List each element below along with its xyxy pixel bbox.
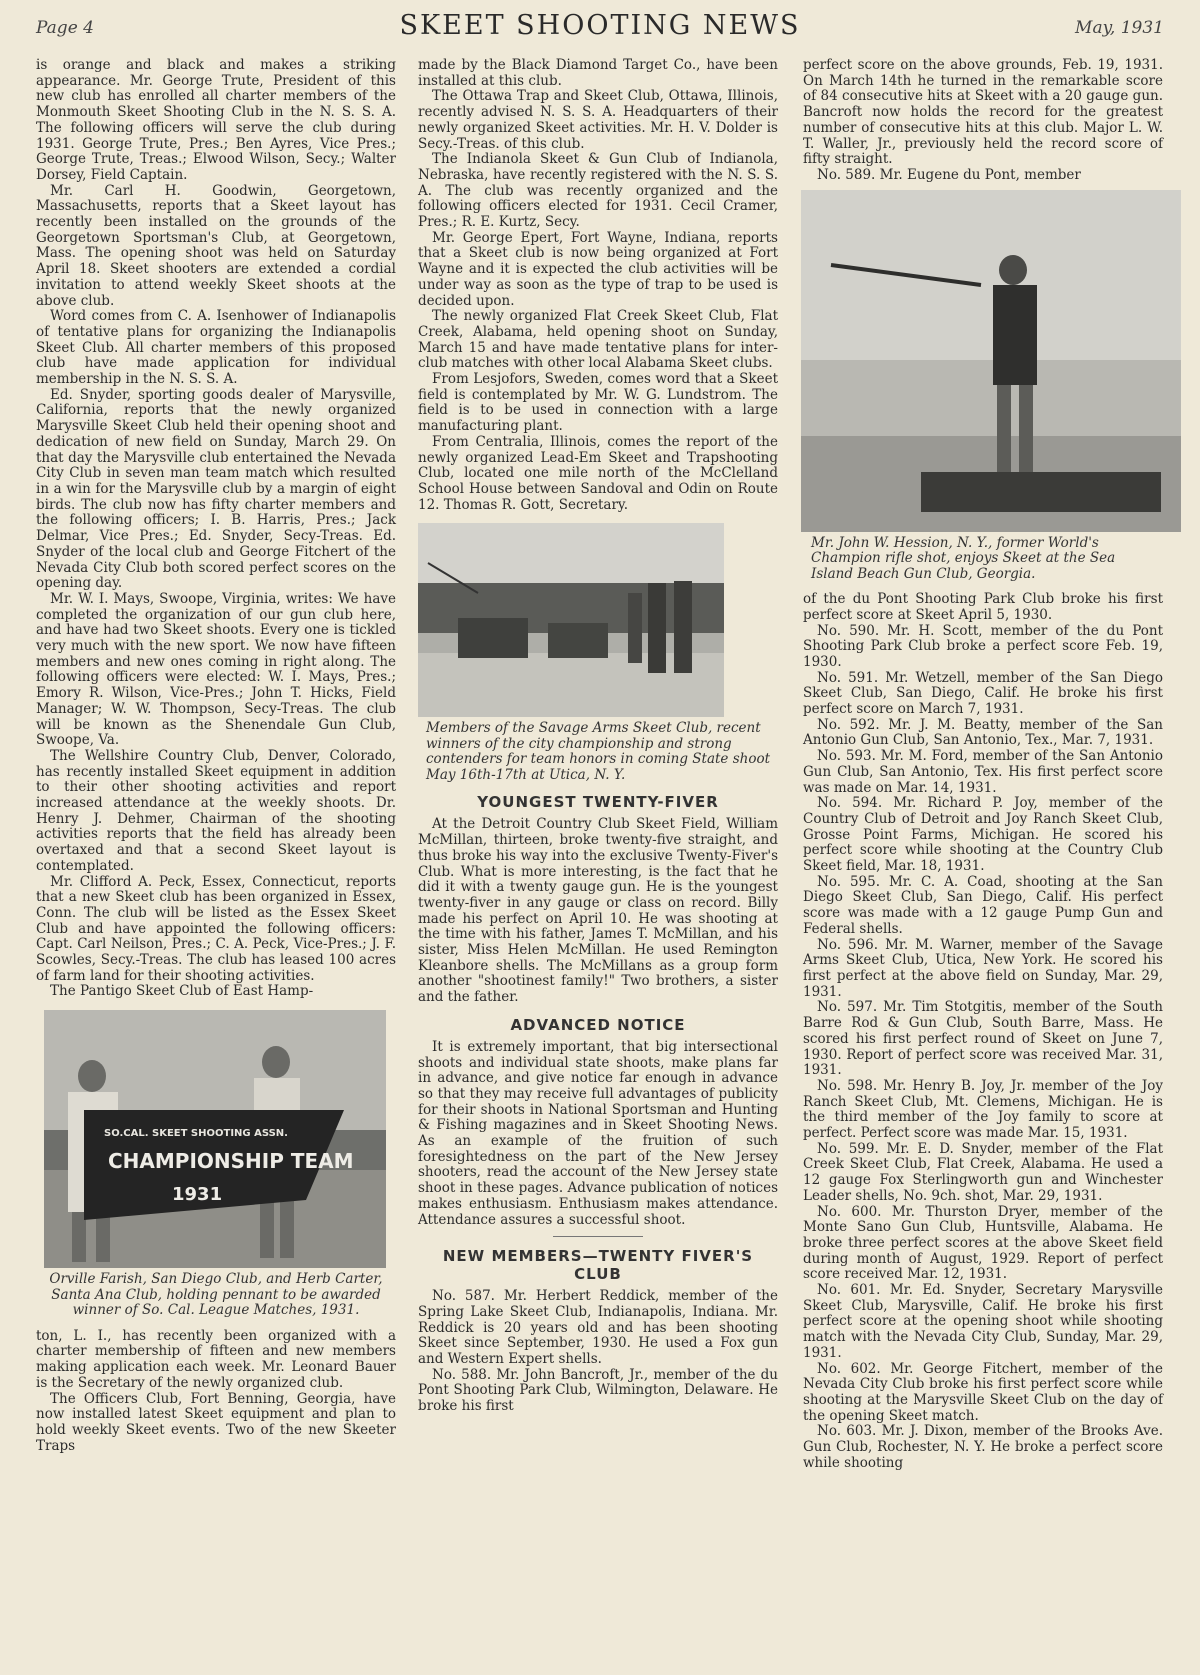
paragraph: of the du Pont Shooting Park Club broke his first perfect score at Skeet April 5, 1930.	[803, 591, 1163, 623]
paragraph: Ed. Snyder, sporting goods dealer of Marysville, California, reports that the newly organized Marysville Skeet Club held their opening shoot and dedication of new field on Sunday, March 29. On that day the Marysville club entertained the Nevada City Club in seven man team match which resulted in a win for the Marysville club by a margin of eight birds. The club now has fifty charter members and the following officers; I. B. Harris, Pres.; Jack Delmar, Vice Pres.; Ed. Snyder, Secy-Treas. Ed. Snyder of the local club and George Fitchert of the Nevada City Club both scored perfect scores on the opening day.	[36, 386, 396, 592]
paragraph: The Officers Club, Fort Benning, Georgia, have now installed latest Skeet equipment and plan to hold weekly Skeet events. Two of the new Skeeter Traps	[36, 1390, 396, 1454]
paragraph: No. 590. Mr. H. Scott, member of the du Pont Shooting Park Club broke a perfect score Feb. 19, 1930.	[803, 622, 1163, 670]
paragraph: It is extremely important, that big intersectional shoots and individual state shoots, make plans far in advance, and give notice far enough in advance so that they may receive full advantages of publicity for their shoots in National Sportsman and Hunting & Fishing magazines and in Skeet Shooting News. As an example of the fruition of such foresightedness on the part of the New Jersey shooters, read the account of the New Jersey state shoot in these pages. Advance publication of notices makes enthusiasm. Enthusiasm makes attendance. Attendance assures a successful shoot.	[418, 1038, 778, 1228]
pennant-text-1: SO.CAL. SKEET SHOOTING ASSN.	[104, 1128, 288, 1140]
paragraph: No. 602. Mr. George Fitchert, member of the Nevada City Club broke his first perfect score while shooting at the Marysville Skeet Club on the day of the opening Skeet match.	[803, 1360, 1163, 1424]
paragraph: The Indianola Skeet & Gun Club of Indianola, Nebraska, have recently registered with the N. S. S. A. The club was recently organized and the following officers elected for 1931. Cecil Cramer, Pres.; R. E. Kurtz, Secy.	[418, 151, 778, 231]
paragraph: No. 592. Mr. J. M. Beatty, member of the San Antonio Gun Club, San Antonio, Tex., Mar. 7, 1931.	[803, 716, 1163, 749]
paragraph: No. 588. Mr. John Bancroft, Jr., member of the du Pont Shooting Park Club, Wilmington, Delaware. He broke his first	[418, 1366, 778, 1415]
pennant-text-2: CHAMPIONSHIP TEAM	[108, 1149, 354, 1174]
paragraph: No. 589. Mr. Eugene du Pont, member	[817, 166, 1081, 183]
paragraph: No. 601. Mr. Ed. Snyder, Secretary Marysville Skeet Club, Marysville, Calif. He broke his first perfect score at the opening shoot while shooting match with the Nevada City Club, Sunday, Mar. 29, 1931.	[803, 1282, 1163, 1361]
column-2	[418, 58, 778, 1415]
issue-date: May, 1931	[1075, 18, 1164, 38]
paragraph: From Lesjofors, Sweden, comes word that a Skeet field is contemplated by Mr. W. G. Lundstrom. The field is to be used in connection with a large manufacturing plant.	[418, 371, 778, 435]
photo-caption: Orville Farish, San Diego Club, and Herb Carter, Santa Ana Club, holding pennant to be awarded winner of So. Cal. League Matches, 1931.	[49, 1271, 383, 1319]
pennant-photo	[44, 1010, 386, 1268]
divider	[553, 1236, 643, 1237]
section-heading: ADVANCED NOTICE	[510, 1015, 686, 1034]
paragraph: Mr. Carl H. Goodwin, Georgetown, Massachusetts, reports that a Skeet layout has recently been installed on the grounds of the Georgetown Sportsman's Club, at Georgetown, Mass. The opening shoot was held on Saturday April 18. Skeet shooters are extended a cordial invitation to attend weekly Skeet shoots at the above club.	[36, 182, 396, 309]
paragraph: No. 594. Mr. Richard P. Joy, member of the Country Club of Detroit and Joy Ranch Skeet Club, Grosse Point Farms, Michigan. He scored his perfect score while shooting at the Country Club Skeet field, Mar. 18, 1931.	[803, 795, 1163, 875]
paragraph: The newly organized Flat Creek Skeet Club, Flat Creek, Alabama, held opening shoot on Sunday, March 15 and have made tentative plans for inter-club matches with other local Alabama Skeet clubs.	[418, 308, 778, 372]
hession-photo	[801, 190, 1181, 532]
page-number: Page 4	[36, 18, 94, 38]
paragraph: No. 600. Mr. Thurston Dryer, member of the Monte Sano Gun Club, Huntsville, Alabama. He broke three perfect scores at the above Skeet field during month of August, 1929. Report of perfect score received Mar. 12, 1931.	[803, 1203, 1163, 1283]
paragraph: The Pantigo Skeet Club of East Hamp-	[50, 983, 314, 1000]
paragraph: No. 597. Mr. Tim Stotgitis, member of the South Barre Rod & Gun Club, South Barre, Mass. He scored his first perfect round of Skeet on June 7, 1930. Report of perfect score was received Mar. 31, 1931.	[803, 999, 1163, 1079]
section-heading: NEW MEMBERS—TWENTY FIVER'S CLUB	[442, 1247, 754, 1284]
column-1	[36, 58, 396, 1454]
paragraph: perfect score on the above grounds, Feb. 19, 1931. On March 14th he turned in the remarkable score of 84 consecutive hits at Skeet with a 20 gauge gun. Bancroft now holds the record for the greatest number of consecutive hits at this club. Major L. W. T. Waller, Jr., previously held the record score of fifty straight.	[803, 57, 1163, 168]
pennant-text-3: 1931	[172, 1184, 223, 1206]
savage-arms-photo-graphic	[418, 523, 724, 717]
pennant-photo-graphic	[44, 1010, 386, 1268]
paragraph: The Wellshire Country Club, Denver, Colorado, has recently installed Skeet equipment in addition to their other shooting activities and report increased attendance at the weekly shoots. Dr. Henry J. Dehmer, Chairman of the shooting activities reports that the field has already been overtaxed and that a second Skeet layout is contemplated.	[36, 747, 396, 874]
paragraph: At the Detroit Country Club Skeet Field, William McMillan, thirteen, broke twenty-five straight, and thus broke his way into the exclusive Twenty-Fiver's Club. What is more interesting, is the fact that he did it with a twenty gauge gun. He is the youngest twenty-fiver in any gauge or class on record. Billy made his perfect on April 10. He was shooting at the time with his father, James T. McMillan, and his sister, Miss Helen McMillan. He used Remington Kleanbore shells. The McMillans as a group form another "shootinest family!" Two brothers, a sister and the father.	[418, 816, 778, 1006]
paragraph: No. 599. Mr. E. D. Snyder, member of the Flat Creek Skeet Club, Flat Creek, Alabama. He used a 12 gauge Fox Sterlingworth gun and Winchester Leader shells, No. 9ch. shot, Mar. 29, 1931.	[803, 1140, 1163, 1204]
hession-photo-graphic	[801, 190, 1181, 532]
paragraph: Mr. W. I. Mays, Swoope, Virginia, writes: We have completed the organization of our gun club here, and have had two Skeet shoots. Every one is tickled very much with the new sport. We now have fifteen members and new ones coming in right along. The following officers were elected: W. I. Mays, Pres.; Emory R. Wilson, Vice-Pres.; John T. Hicks, Field Manager; W. W. Thompson, Secy-Treas. The club will be known as the Shenendale Gun Club, Swoope, Va.	[36, 590, 396, 749]
paragraph: Mr. Clifford A. Peck, Essex, Connecticut, reports that a new Skeet club has been organized in Essex, Conn. The club will be listed as the Essex Skeet Club and have appointed the following officers: Capt. Carl Neilson, Pres.; C. A. Peck, Vice-Pres.; J. F. Scowles, Secy.-Treas. The club has leased 100 acres of farm land for their shooting activities.	[36, 873, 396, 984]
column-3	[803, 58, 1163, 1472]
paragraph: Mr. George Epert, Fort Wayne, Indiana, reports that a Skeet club is now being organized at Fort Wayne and it is expected the club activities will be under way as soon as the type of trap to be used is decided upon.	[418, 229, 778, 309]
paragraph: No. 587. Mr. Herbert Reddick, member of the Spring Lake Skeet Club, Indianapolis, Indiana. Mr. Reddick is 20 years old and has been shooting Skeet since September, 1930. He used a Fox gun and Western Expert shells.	[418, 1288, 778, 1368]
paragraph: Word comes from C. A. Isenhower of Indianapolis of tentative plans for organizing the Indianapolis Skeet Club. All charter members of this proposed club have made application for individual membership in the N. S. S. A.	[36, 308, 396, 388]
paragraph: No. 595. Mr. C. A. Coad, shooting at the San Diego Skeet Club, San Diego, Calif. His perfect score was made with a 12 gauge Pump Gun and Federal shells.	[803, 873, 1163, 937]
paragraph: No. 593. Mr. M. Ford, member of the San Antonio Gun Club, San Antonio, Tex. His first perfect score was made on Mar. 14, 1931.	[803, 748, 1163, 796]
page-header	[36, 8, 1164, 46]
paragraph: No. 596. Mr. M. Warner, member of the Savage Arms Skeet Club, Utica, New York. He scored his first perfect at the above field on Sunday, Mar. 29, 1931.	[803, 936, 1163, 1000]
paragraph: The Ottawa Trap and Skeet Club, Ottawa, Illinois, recently advised N. S. S. A. Headquarters of their newly organized Skeet activities. Mr. H. V. Dolder is Secy.-Treas. of this club.	[418, 88, 778, 152]
section-heading: YOUNGEST TWENTY-FIVER	[477, 793, 719, 812]
savage-arms-photo	[418, 523, 724, 717]
paragraph: No. 598. Mr. Henry B. Joy, Jr. member of the Joy Ranch Skeet Club, Mt. Clemens, Michigan. He is the third member of the Joy family to score at perfect. Perfect score was made Mar. 15, 1931.	[803, 1077, 1163, 1142]
photo-caption: Members of the Savage Arms Skeet Club, recent winners of the city championship and strong contenders for team honors in coming State shoot May 16th-17th at Utica, N. Y.	[426, 720, 771, 783]
paragraph: ton, L. I., has recently been organized with a charter membership of fifteen and new members making application each week. Mr. Leonard Bauer is the Secretary of the newly organized club.	[36, 1327, 396, 1391]
paragraph: From Centralia, Illinois, comes the report of the newly organized Lead-Em Skeet and Trapshooting Club, located one mile north of the McClelland School House between Sandoval and Odin on Route 12. Thomas R. Gott, Secretary.	[418, 433, 778, 513]
paragraph: made by the Black Diamond Target Co., have been installed at this club.	[418, 57, 778, 89]
photo-caption: Mr. John W. Hession, N. Y., former World's Champion rifle shot, enjoys Skeet at the Sea Island Beach Gun Club, Georgia.	[811, 534, 1116, 582]
masthead: SKEET SHOOTING NEWS	[399, 10, 801, 41]
paragraph: No. 603. Mr. J. Dixon, member of the Brooks Ave. Gun Club, Rochester, N. Y. He broke a perfect score while shooting	[803, 1423, 1163, 1471]
paragraph: No. 591. Mr. Wetzell, member of the San Diego Skeet Club, San Diego, Calif. He broke his first perfect score on March 7, 1931.	[803, 669, 1163, 718]
paragraph: is orange and black and makes a striking appearance. Mr. George Trute, President of this new club has enrolled all charter members of the Monmouth Skeet Shooting Club in the N. S. S. A. The following officers will serve the club during 1931. George Trute, Pres.; Ben Ayres, Vice Pres.; George Trute, Treas.; Elwood Wilson, Secy.; Walter Dorsey, Field Captain.	[36, 57, 396, 183]
